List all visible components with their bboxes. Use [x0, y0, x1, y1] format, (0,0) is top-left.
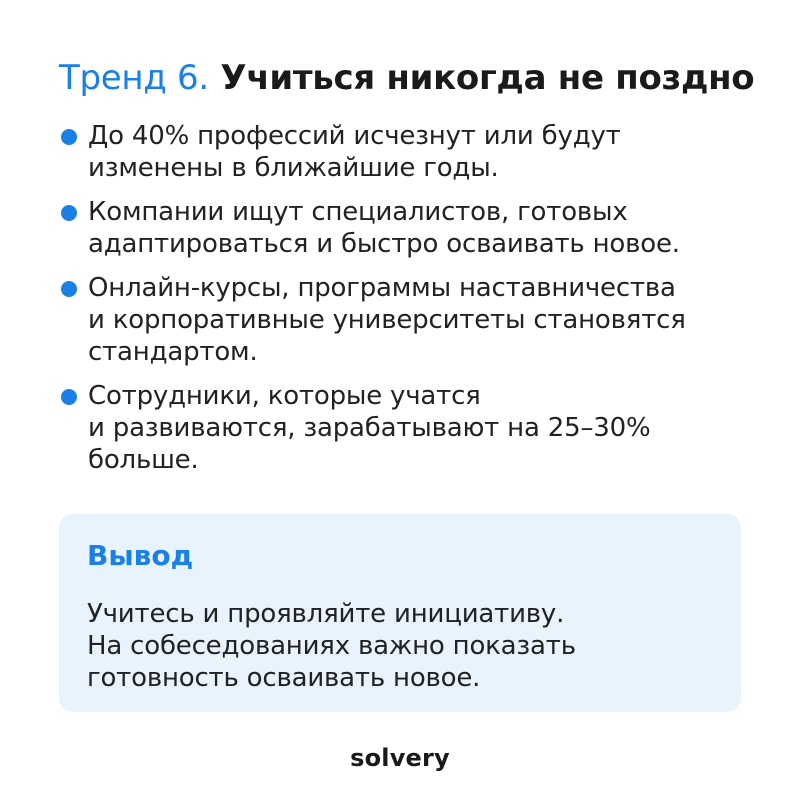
conclusion-text [87, 598, 576, 694]
bullet-text-line: стандартом. [88, 337, 258, 367]
bullet-item [61, 380, 761, 476]
bullet-text-line: и корпоративные университеты становятся [88, 305, 686, 335]
bullet-text-line: До 40% профессий исчезнут или будут [88, 121, 621, 151]
bullet-text-line: Компании ищут специалистов, готовых [88, 197, 628, 227]
bullet-text-line: Онлайн-курсы, программы наставничества [88, 273, 676, 303]
bullet-text-line: больше. [88, 445, 199, 475]
bullet-dot-icon [61, 389, 77, 405]
bullet-item [61, 196, 761, 260]
bullet-item [61, 272, 761, 368]
conclusion-text-line: готовность осваивать новое. [87, 663, 481, 693]
conclusion-text-line: На собеседованиях важно показать [87, 631, 576, 661]
bullet-dot-icon [61, 205, 77, 221]
bullet-dot-icon [61, 129, 77, 145]
bullet-text-line: Сотрудники, которые учатся [88, 381, 481, 411]
brand-logo: solvery [350, 744, 450, 772]
conclusion-heading: Вывод [87, 539, 194, 572]
bullet-text-line: изменены в ближайшие годы. [88, 153, 499, 183]
trend-number: Тренд 6. [59, 58, 209, 98]
page-title [59, 56, 754, 100]
bullet-text-line: адаптироваться и быстро осваивать новое. [88, 229, 680, 259]
conclusion-box [59, 514, 741, 712]
bullet-item [61, 120, 761, 184]
bullet-list [61, 120, 761, 488]
bullet-dot-icon [61, 281, 77, 297]
trend-title: Учиться никогда не поздно [220, 58, 755, 98]
conclusion-text-line: Учитесь и проявляйте инициативу. [87, 599, 565, 629]
bullet-text-line: и развиваются, зарабатывают на 25–30% [88, 413, 651, 443]
